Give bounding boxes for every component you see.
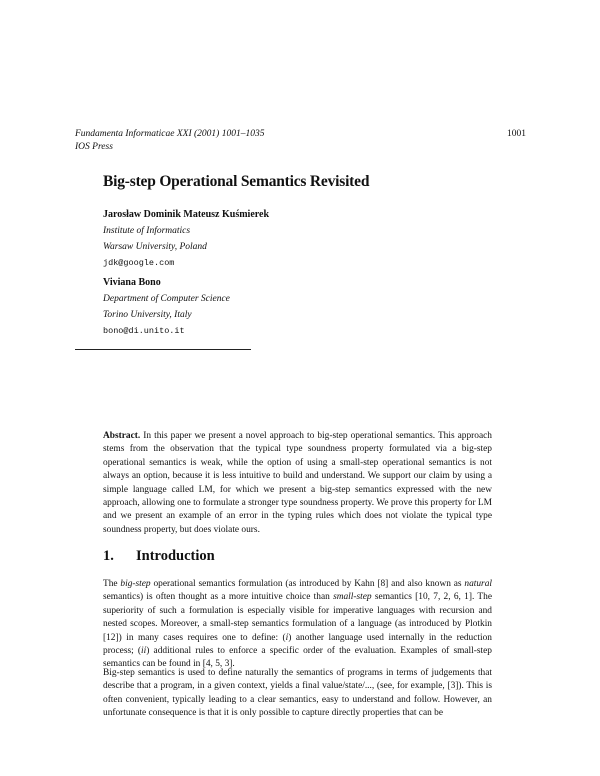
text-run: ) additional rules to enforce a specific order of the evaluation. Examples of small-step semantics can be found in [4, 5, 3].: [103, 646, 492, 670]
journal-citation: Fundamenta Informaticae XXI (2001) 1001–1035: [75, 129, 265, 139]
footnote-rule: [75, 349, 251, 350]
author-institute: Institute of Informatics: [103, 226, 191, 236]
emphasis: small-step: [333, 592, 372, 603]
author-institute: Department of Computer Science: [103, 294, 230, 304]
emphasis: ii: [141, 646, 147, 657]
text-run: operational semantics formulation (as introduced by Kahn [8] and also known as: [150, 579, 465, 589]
publisher-name: IOS Press: [75, 142, 113, 152]
emphasis: i: [285, 632, 289, 643]
intro-paragraph-1: [103, 578, 492, 672]
author-email[interactable]: bono@di.unito.it: [103, 326, 185, 336]
abstract: [103, 430, 492, 537]
text-run: semantics) is often thought as a more intuitive choice than: [103, 592, 334, 603]
author-university: Torino University, Italy: [103, 310, 192, 320]
emphasis: big-step: [120, 579, 151, 589]
paper-title: Big-step Operational Semantics Revisited: [103, 173, 370, 190]
journal-header: [75, 128, 264, 154]
text-run: The: [103, 579, 121, 589]
section-number: 1.: [103, 548, 114, 564]
abstract-label: Abstract.: [103, 431, 141, 441]
author-name: Viviana Bono: [103, 277, 161, 288]
emphasis: natural: [464, 579, 492, 589]
section-heading: [103, 548, 215, 565]
intro-paragraph-2: Big-step semantics is used to define naturally the semantics of programs in terms of judgements that describe that a program, in a given context, yields a final value/state/..., (see, for example, [3]). This is often convenient, typically leading to a clear semantics, easy to understand and follow. However, an unfortunate consequence is that it is only possible to capture directly properties that can be: [103, 668, 492, 719]
abstract-text: In this paper we present a novel approach to big-step operational semantics. This approach stems from the observation that the typical type soundness property formulated via a big-step operational semantics is weak, while the option of using a small-step operational semantics is not always an option, because it is less intuitive to build and understand. We support our claim by using a simple language called LM, for which we present a big-step semantics expressed with the new approach, allowing one to formulate a stronger type soundness property. We prove this property for LM and we present an example of an error in the typing rules which does not violate the typical type soundness property, but does violate ours.: [103, 431, 492, 535]
author-email[interactable]: jdk@google.com: [103, 258, 175, 268]
page-number: 1001: [507, 129, 526, 139]
section-title: Introduction: [136, 548, 215, 564]
text-run: ) another language used internally in the reduction process; (: [103, 632, 492, 657]
author-name: Jarosław Dominik Mateusz Kuśmierek: [103, 209, 270, 220]
text-run: semantics [10, 7, 2, 6, 1]. The superiority of such a formulation is especially visible for imperative languages with recursion and nested scopes. Moreover, a small-step semantics formulation of a language (as introduced by Plotkin [12]) in many cases requires one to define: (: [103, 592, 492, 643]
author-university: Warsaw University, Poland: [103, 242, 207, 252]
